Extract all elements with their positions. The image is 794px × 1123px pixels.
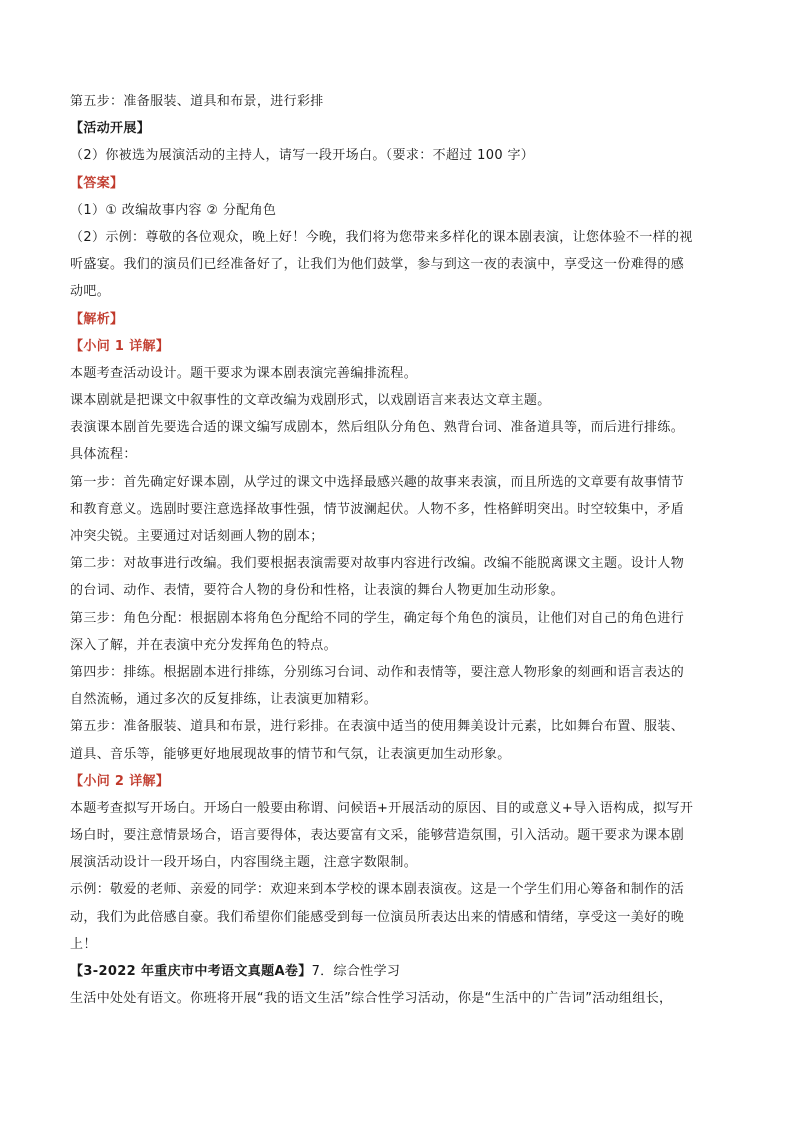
- source-tag: 【3-2022 年重庆市中考语文真题A卷】: [70, 964, 312, 979]
- text-line: 第四步：排练。根据剧本进行排练，分别练习台词、动作和表情等，要注意人物形象的刻画和语言表达的: [70, 664, 685, 680]
- question-header: [70, 958, 734, 985]
- text-line: 生活中处处有语文。你班将开展“我的语文生活”综合性学习活动，你是“生活中的广告词”活动组组长，: [70, 991, 673, 1007]
- text-line: （1）① 改编故事内容 ② 分配角色: [70, 202, 277, 218]
- text-line: 具体流程：: [70, 447, 137, 463]
- text-line: 冲突尖锐。主要通过对话刻画人物的剧本；: [70, 529, 324, 544]
- text-line: （2）示例：尊敬的各位观众，晚上好！今晚，我们将为您带来多样化的课本剧表演，让您体验不一样的视: [70, 229, 693, 245]
- text-line: 上！: [70, 936, 97, 952]
- question-title: 7．综合性学习: [311, 964, 401, 979]
- text-line: 第三步：角色分配：根据剧本将角色分配给不同的学生，确定每个角色的演员，让他们对自己的角色进行: [70, 610, 685, 626]
- text-line: 展演活动设计一段开场白，内容围绕主题，注意字数限制。: [70, 855, 418, 871]
- section-heading-activity: 【活动开展】: [70, 121, 151, 137]
- text-line: 第二步：对故事进行改编。我们要根据表演需要对故事内容进行改编。改编不能脱离课文主题。设计人物: [70, 556, 685, 572]
- text-line: 本题考查拟写开场白。开场白一般要由称谓、问候语+开展活动的原因、目的或意义+导入语构成，拟写开: [70, 800, 694, 816]
- text-line: 动，我们为此倍感自豪。我们希望你们能感受到每一位演员所表达出来的情感和情绪，享受这一美好的晚: [70, 909, 685, 925]
- text-line: 本题考查活动设计。题干要求为课本剧表演完善编排流程。: [70, 365, 418, 381]
- section-heading-q1: 【小问 1 详解】: [70, 338, 170, 354]
- text-line: 深入了解，并在表演中充分发挥角色的特点。: [70, 637, 338, 653]
- text-line: 表演课本剧首先要选合适的课文编写成剧本，然后组队分角色、熟背台词、准备道具等，而后进行排练。: [70, 420, 685, 436]
- text-line: 场白时，要注意情景场合，语言要得体，表达要富有文采，能够营造氛围，引入活动。题干要求为课本剧: [70, 828, 685, 844]
- text-line: 自然流畅，通过多次的反复排练，让表演更加精彩。: [70, 692, 378, 708]
- text-line: 示例：敬爱的老师、亲爱的同学：欢迎来到本学校的课本剧表演夜。这是一个学生们用心筹备和制作的活: [70, 882, 685, 898]
- section-heading-answer: 【答案】: [70, 175, 124, 191]
- text-line: 道具、音乐等，能够更好地展现故事的情节和气氛，让表演更加生动形象。: [70, 746, 511, 762]
- section-heading-analysis: 【解析】: [70, 311, 124, 327]
- text-line: 课本剧就是把课文中叙事性的文章改编为戏剧形式，以戏剧语言来表达文章主题。: [70, 393, 551, 409]
- text-line: 第五步：准备服装、道具和布景，进行彩排: [70, 94, 324, 109]
- text-line: 第五步：准备服装、道具和布景，进行彩排。在表演中适当的使用舞美设计元素，比如舞台布置、服装、: [70, 719, 685, 735]
- text-line: 第一步：首先确定好课本剧，从学过的课文中选择最感兴趣的故事来表演，而且所选的文章要有故事情节: [70, 474, 685, 490]
- text-line: 动吧。: [70, 284, 111, 300]
- text-line: （2）你被选为展演活动的主持人，请写一段开场白。（要求：不超过 100 字）: [70, 148, 535, 164]
- text-line: 听盛宴。我们的演员们已经准备好了，让我们为他们鼓掌，参与到这一夜的表演中，享受这一份难得的感: [70, 257, 685, 273]
- document-body: [70, 88, 734, 1012]
- section-heading-q2: 【小问 2 详解】: [70, 773, 170, 789]
- text-line: 的台词、动作、表情，要符合人物的身份和性格，让表演的舞台人物更加生动形象。: [70, 583, 564, 599]
- text-line: 和教育意义。选剧时要注意选择故事性强，情节波澜起伏。人物不多，性格鲜明突出。时空较集中，矛盾: [70, 501, 685, 517]
